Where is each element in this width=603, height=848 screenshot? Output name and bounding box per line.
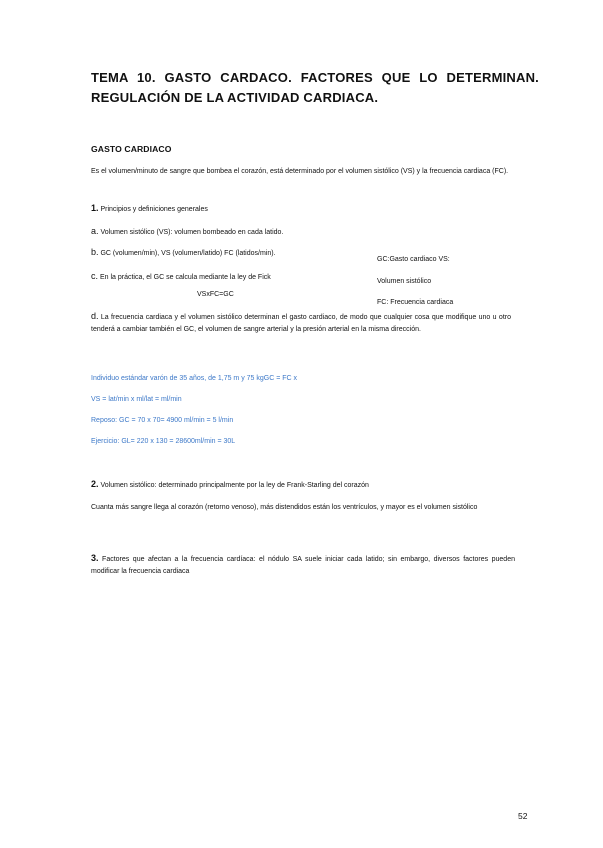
item-2-paragraph: Cuanta más sangre llega al corazón (retorno venoso), más distendidos están los ventrículos, y mayor es el volumen sistólico [91, 504, 478, 511]
point-b-marker: b. [91, 247, 99, 257]
page-title: TEMA 10. GASTO CARDACO. FACTORES QUE LO DETERMINAN. REGULACIÓN DE LA ACTIVIDAD CARDIACA. [91, 70, 539, 105]
point-c-marker: c. [91, 271, 99, 281]
side-note-1: GC:Gasto cardiaco VS: [377, 256, 450, 263]
example-line-2: VS = lat/min x ml/lat = ml/min [91, 396, 182, 403]
item-1-number: 1. [91, 203, 99, 213]
point-a-marker: a. [91, 226, 99, 236]
side-note-2: Volumen sistólico [377, 278, 432, 285]
item-3 [91, 552, 515, 578]
point-a [91, 225, 391, 239]
point-c [91, 270, 361, 284]
fick-formula: VSxFC=GC [197, 291, 234, 298]
example-line-1: Individuo estándar varón de 35 años, de 1,75 m y 75 kgGC = FC x [91, 375, 298, 382]
section-heading: GASTO CARDIACO [91, 144, 172, 154]
point-b [91, 246, 371, 260]
point-c-text: En la práctica, el GC se calcula mediante la ley de Fick [99, 274, 271, 281]
item-1 [91, 202, 391, 216]
example-line-4: Ejercicio: GL= 220 x 130 = 28600ml/min = 30L [91, 438, 236, 445]
side-note-3: FC: Frecuencia cardiaca [377, 299, 454, 306]
example-line-3: Reposo: GC = 70 x 70= 4900 ml/min = 5 l/min [91, 417, 234, 424]
page-number: 52 [518, 811, 528, 821]
item-3-number: 3. [91, 553, 99, 563]
point-a-text: Volumen sistólico (VS): volumen bombeado en cada latido. [100, 229, 284, 236]
point-d-marker: d. [91, 311, 99, 321]
item-2-text: Volumen sistólico: determinado principalmente por la ley de Frank-Starling del corazón [100, 482, 369, 489]
item-2-number: 2. [91, 479, 99, 489]
point-d [91, 310, 511, 336]
item-1-text: Principios y definiciones generales [100, 206, 208, 213]
intro-paragraph: Es el volumen/minuto de sangre que bombea el corazón, está determinado por el volumen sistólico (VS) y la frecuencia cardiaca (FC). [91, 168, 509, 175]
item-3-text: Factores que afectan a la frecuencia cardíaca: el nódulo SA suele iniciar cada latido; sin embargo, diversos factores pueden modificar la frecuencia cardiaca [91, 556, 515, 575]
item-2 [91, 478, 539, 492]
point-b-text: GC (volumen/min), VS (volumen/latido) FC (latidos/min). [100, 250, 276, 257]
point-d-text: La frecuencia cardiaca y el volumen sistólico determinan el gasto cardiaco, de modo que cualquier cosa que modifique uno u otro tenderá a cambiar también el GC, el volumen de sangre arterial y la presión arterial en la misma dirección. [91, 314, 511, 333]
